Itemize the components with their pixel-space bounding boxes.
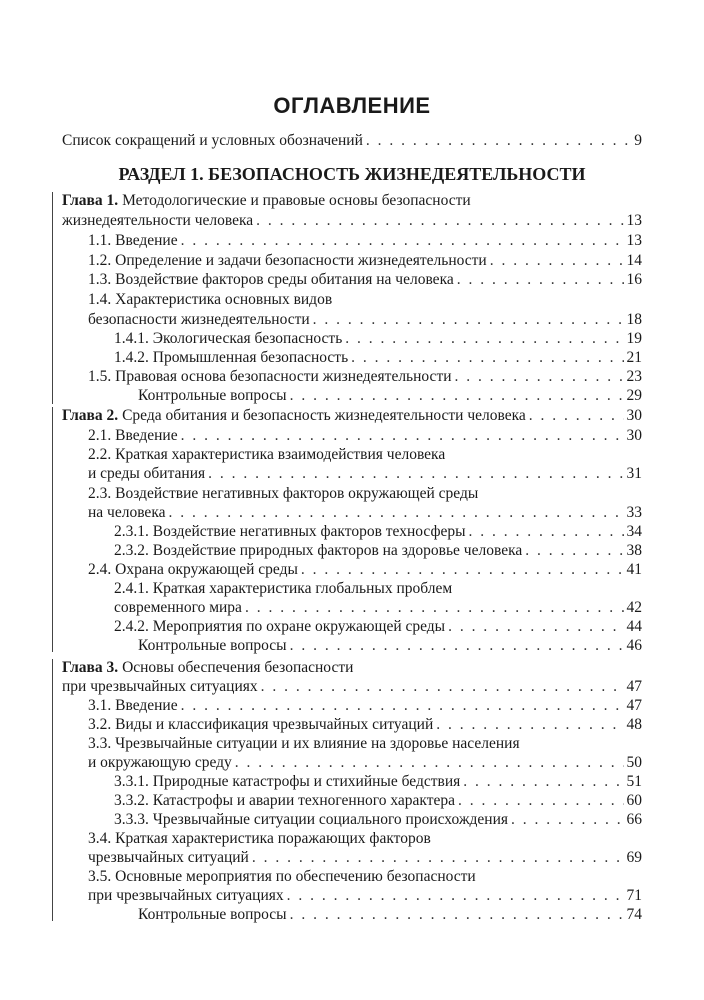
toc-entry-3-5[interactable] [88, 886, 642, 906]
chapter-2-label: Глава 2. [62, 407, 119, 424]
page-number: 44 [626, 618, 642, 635]
toc-entry-3-3-line1[interactable]: 3.3. Чрезвычайные ситуации и их влияние на здоровье населения [88, 735, 520, 752]
toc-entry-3-1[interactable] [88, 696, 642, 716]
entry-text: 2.1. Введение [88, 427, 178, 444]
entry-text: современного мира [114, 599, 242, 616]
page-number: 50 [626, 754, 642, 771]
chapter-2-title: Среда обитания и безопасность жизнедеятельности человека [122, 407, 526, 424]
dot-leader [457, 270, 624, 290]
chapter-1-label: Глава 1. [62, 192, 119, 209]
dot-leader [181, 231, 624, 251]
dot-leader [290, 636, 624, 656]
entry-text: безопасности жизнедеятельности [88, 311, 310, 328]
page-number: 30 [626, 407, 642, 424]
page-number: 47 [626, 678, 642, 695]
toc-entry-2-3-2[interactable] [114, 541, 642, 561]
section-heading: РАЗДЕЛ 1. БЕЗОПАСНОСТЬ ЖИЗНЕДЕЯТЕЛЬНОСТИ [118, 164, 586, 184]
toc-entry-ch1-questions[interactable] [138, 386, 642, 406]
toc-entry-3-4-line1[interactable]: 3.4. Краткая характеристика поражающих факторов [88, 830, 431, 847]
toc-entry-3-4[interactable] [88, 848, 642, 868]
page-number: 9 [634, 132, 642, 149]
entry-text: и окружающую среду [88, 754, 232, 771]
page-number: 71 [626, 887, 642, 904]
toc-entry-1-2[interactable] [88, 251, 642, 271]
chapter-3-title-line1[interactable] [62, 658, 353, 678]
entry-text: 2.3.1. Воздействие негативных факторов техносферы [114, 523, 466, 540]
page-number: 18 [626, 311, 642, 328]
dot-leader [208, 464, 623, 484]
dot-leader [245, 598, 624, 618]
dot-leader [351, 348, 623, 368]
toc-entry-2-4-2[interactable] [114, 617, 642, 637]
toc-entry-1-3[interactable] [88, 270, 642, 290]
page-number: 31 [626, 465, 642, 482]
chapter-1-rule [52, 192, 53, 404]
page-number: 60 [626, 792, 642, 809]
toc-entry-3-3-3[interactable] [114, 810, 642, 830]
page-number: 51 [626, 773, 642, 790]
dot-leader [345, 329, 623, 349]
chapter-3-rule [52, 659, 53, 921]
toc-entry-chapter-1[interactable] [62, 211, 642, 231]
dot-leader [287, 886, 624, 906]
dot-leader [511, 810, 623, 830]
entry-text: 2.3.2. Воздействие природных факторов на здоровье человека [114, 542, 523, 559]
page-number: 47 [626, 697, 642, 714]
page-number: 23 [626, 368, 642, 385]
entry-text: на человека [88, 504, 166, 521]
entry-text: Контрольные вопросы [138, 387, 287, 404]
toc-entry-3-3-1[interactable] [114, 772, 642, 792]
toc-entry-2-2[interactable] [88, 464, 642, 484]
entry-text: жизнедеятельности человека [62, 212, 254, 229]
entry-text: Контрольные вопросы [138, 906, 287, 923]
page-number: 14 [626, 252, 642, 269]
entry-text: и среды обитания [88, 465, 206, 482]
page-number: 34 [626, 523, 642, 540]
page-number: 42 [626, 599, 642, 616]
dot-leader [463, 772, 623, 792]
entry-text: при чрезвычайных ситуациях [62, 678, 258, 695]
toc-entry-1-4-2[interactable] [114, 348, 642, 368]
dot-leader [181, 426, 624, 446]
toc-entry-chapter-2[interactable] [62, 406, 642, 426]
page-number: 74 [626, 906, 642, 923]
dot-leader [448, 617, 623, 637]
toc-entry-ch2-questions[interactable] [138, 636, 642, 656]
toc-entry-2-3-1[interactable] [114, 522, 642, 542]
toc-entry-3-3[interactable] [88, 753, 642, 773]
page-number: 48 [626, 716, 642, 733]
dot-leader [490, 251, 624, 271]
entry-text: Список сокращений и условных обозначений [62, 132, 363, 149]
dot-leader [525, 541, 623, 561]
dot-leader [235, 753, 624, 773]
dot-leader [256, 211, 623, 231]
toc-entry-2-3[interactable] [88, 503, 642, 523]
page-number: 16 [626, 271, 642, 288]
page-number: 69 [626, 849, 642, 866]
dot-leader [290, 905, 624, 925]
entry-text: 1.4.1. Экологическая безопасность [114, 330, 343, 347]
dot-leader [261, 677, 624, 697]
page-number: 21 [626, 349, 642, 366]
toc-entry-2-4-1[interactable] [114, 598, 642, 618]
dot-leader [455, 367, 624, 387]
page-number: 41 [626, 561, 642, 578]
toc-entry-1-5[interactable] [88, 367, 642, 387]
dot-leader [181, 696, 624, 716]
entry-text: 1.3. Воздействие факторов среды обитания на человека [88, 271, 454, 288]
chapter-1-title-line1[interactable] [62, 191, 471, 211]
page-number: 33 [626, 504, 642, 521]
toc-entry-ch3-questions[interactable] [138, 905, 642, 925]
dot-leader [529, 406, 624, 426]
page-number: 19 [626, 330, 642, 347]
entry-text: 1.1. Введение [88, 232, 178, 249]
dot-leader [469, 522, 624, 542]
dot-leader [290, 386, 624, 406]
toc-entry-chapter-3[interactable] [62, 677, 642, 697]
page-number: 66 [626, 811, 642, 828]
page-number: 13 [626, 232, 642, 249]
page-number: 38 [626, 542, 642, 559]
page-number: 13 [626, 212, 642, 229]
toc-entry-1-4[interactable] [88, 310, 642, 330]
toc-entry-2-2-line1[interactable]: 2.2. Краткая характеристика взаимодействия человека [88, 446, 446, 463]
entry-text: 2.4. Охрана окружающей среды [88, 561, 298, 578]
chapter-3-title: Основы обеспечения безопасности [122, 659, 354, 676]
dot-leader [313, 310, 624, 330]
toc-entry-3-2[interactable] [88, 715, 642, 735]
toc-entry-3-3-2[interactable] [114, 791, 642, 811]
dot-leader [458, 791, 623, 811]
toc-entry-1-4-1[interactable] [114, 329, 642, 349]
toc-entry-1-1[interactable] [88, 231, 642, 251]
entry-text: 3.3.2. Катастрофы и аварии техногенного характера [114, 792, 456, 809]
entry-text: 1.5. Правовая основа безопасности жизнедеятельности [88, 368, 452, 385]
entry-text: при чрезвычайных ситуациях [88, 887, 284, 904]
toc-entry-abbreviations[interactable] [62, 131, 642, 151]
chapter-3-label: Глава 3. [62, 659, 119, 676]
dot-leader [252, 848, 624, 868]
toc-entry-2-4-1-line1[interactable]: 2.4.1. Краткая характеристика глобальных проблем [114, 580, 453, 597]
toc-entry-2-4[interactable] [88, 560, 642, 580]
chapter-2-rule [52, 407, 53, 652]
entry-text: 2.4.2. Мероприятия по охране окружающей среды [114, 618, 446, 635]
page-number: 46 [626, 637, 642, 654]
dot-leader [169, 503, 624, 523]
entry-text: 1.2. Определение и задачи безопасности жизнедеятельности [88, 252, 487, 269]
dot-leader [301, 560, 624, 580]
entry-text: Контрольные вопросы [138, 637, 287, 654]
entry-text [62, 406, 526, 426]
toc-entry-2-1[interactable] [88, 426, 642, 446]
entry-text: 1.4.2. Промышленная безопасность [114, 349, 349, 366]
toc-entry-2-3-line1[interactable]: 2.3. Воздействие негативных факторов окружающей среды [88, 485, 479, 502]
entry-text: 3.1. Введение [88, 697, 178, 714]
dot-leader [366, 131, 631, 151]
entry-text: чрезвычайных ситуаций [88, 849, 249, 866]
chapter-1-title: Методологические и правовые основы безопасности [122, 192, 471, 209]
dot-leader [436, 715, 623, 735]
page-number: 30 [626, 427, 642, 444]
toc-entry-3-5-line1[interactable]: 3.5. Основные мероприятия по обеспечению безопасности [88, 868, 476, 885]
entry-text: 3.2. Виды и классификация чрезвычайных ситуаций [88, 716, 434, 733]
page-title: ОГЛАВЛЕНИЕ [273, 93, 431, 118]
page-number: 29 [626, 387, 642, 404]
toc-entry-1-4-line1[interactable]: 1.4. Характеристика основных видов [88, 291, 333, 308]
entry-text: 3.3.1. Природные катастрофы и стихийные бедствия [114, 773, 461, 790]
entry-text: 3.3.3. Чрезвычайные ситуации социального происхождения [114, 811, 509, 828]
